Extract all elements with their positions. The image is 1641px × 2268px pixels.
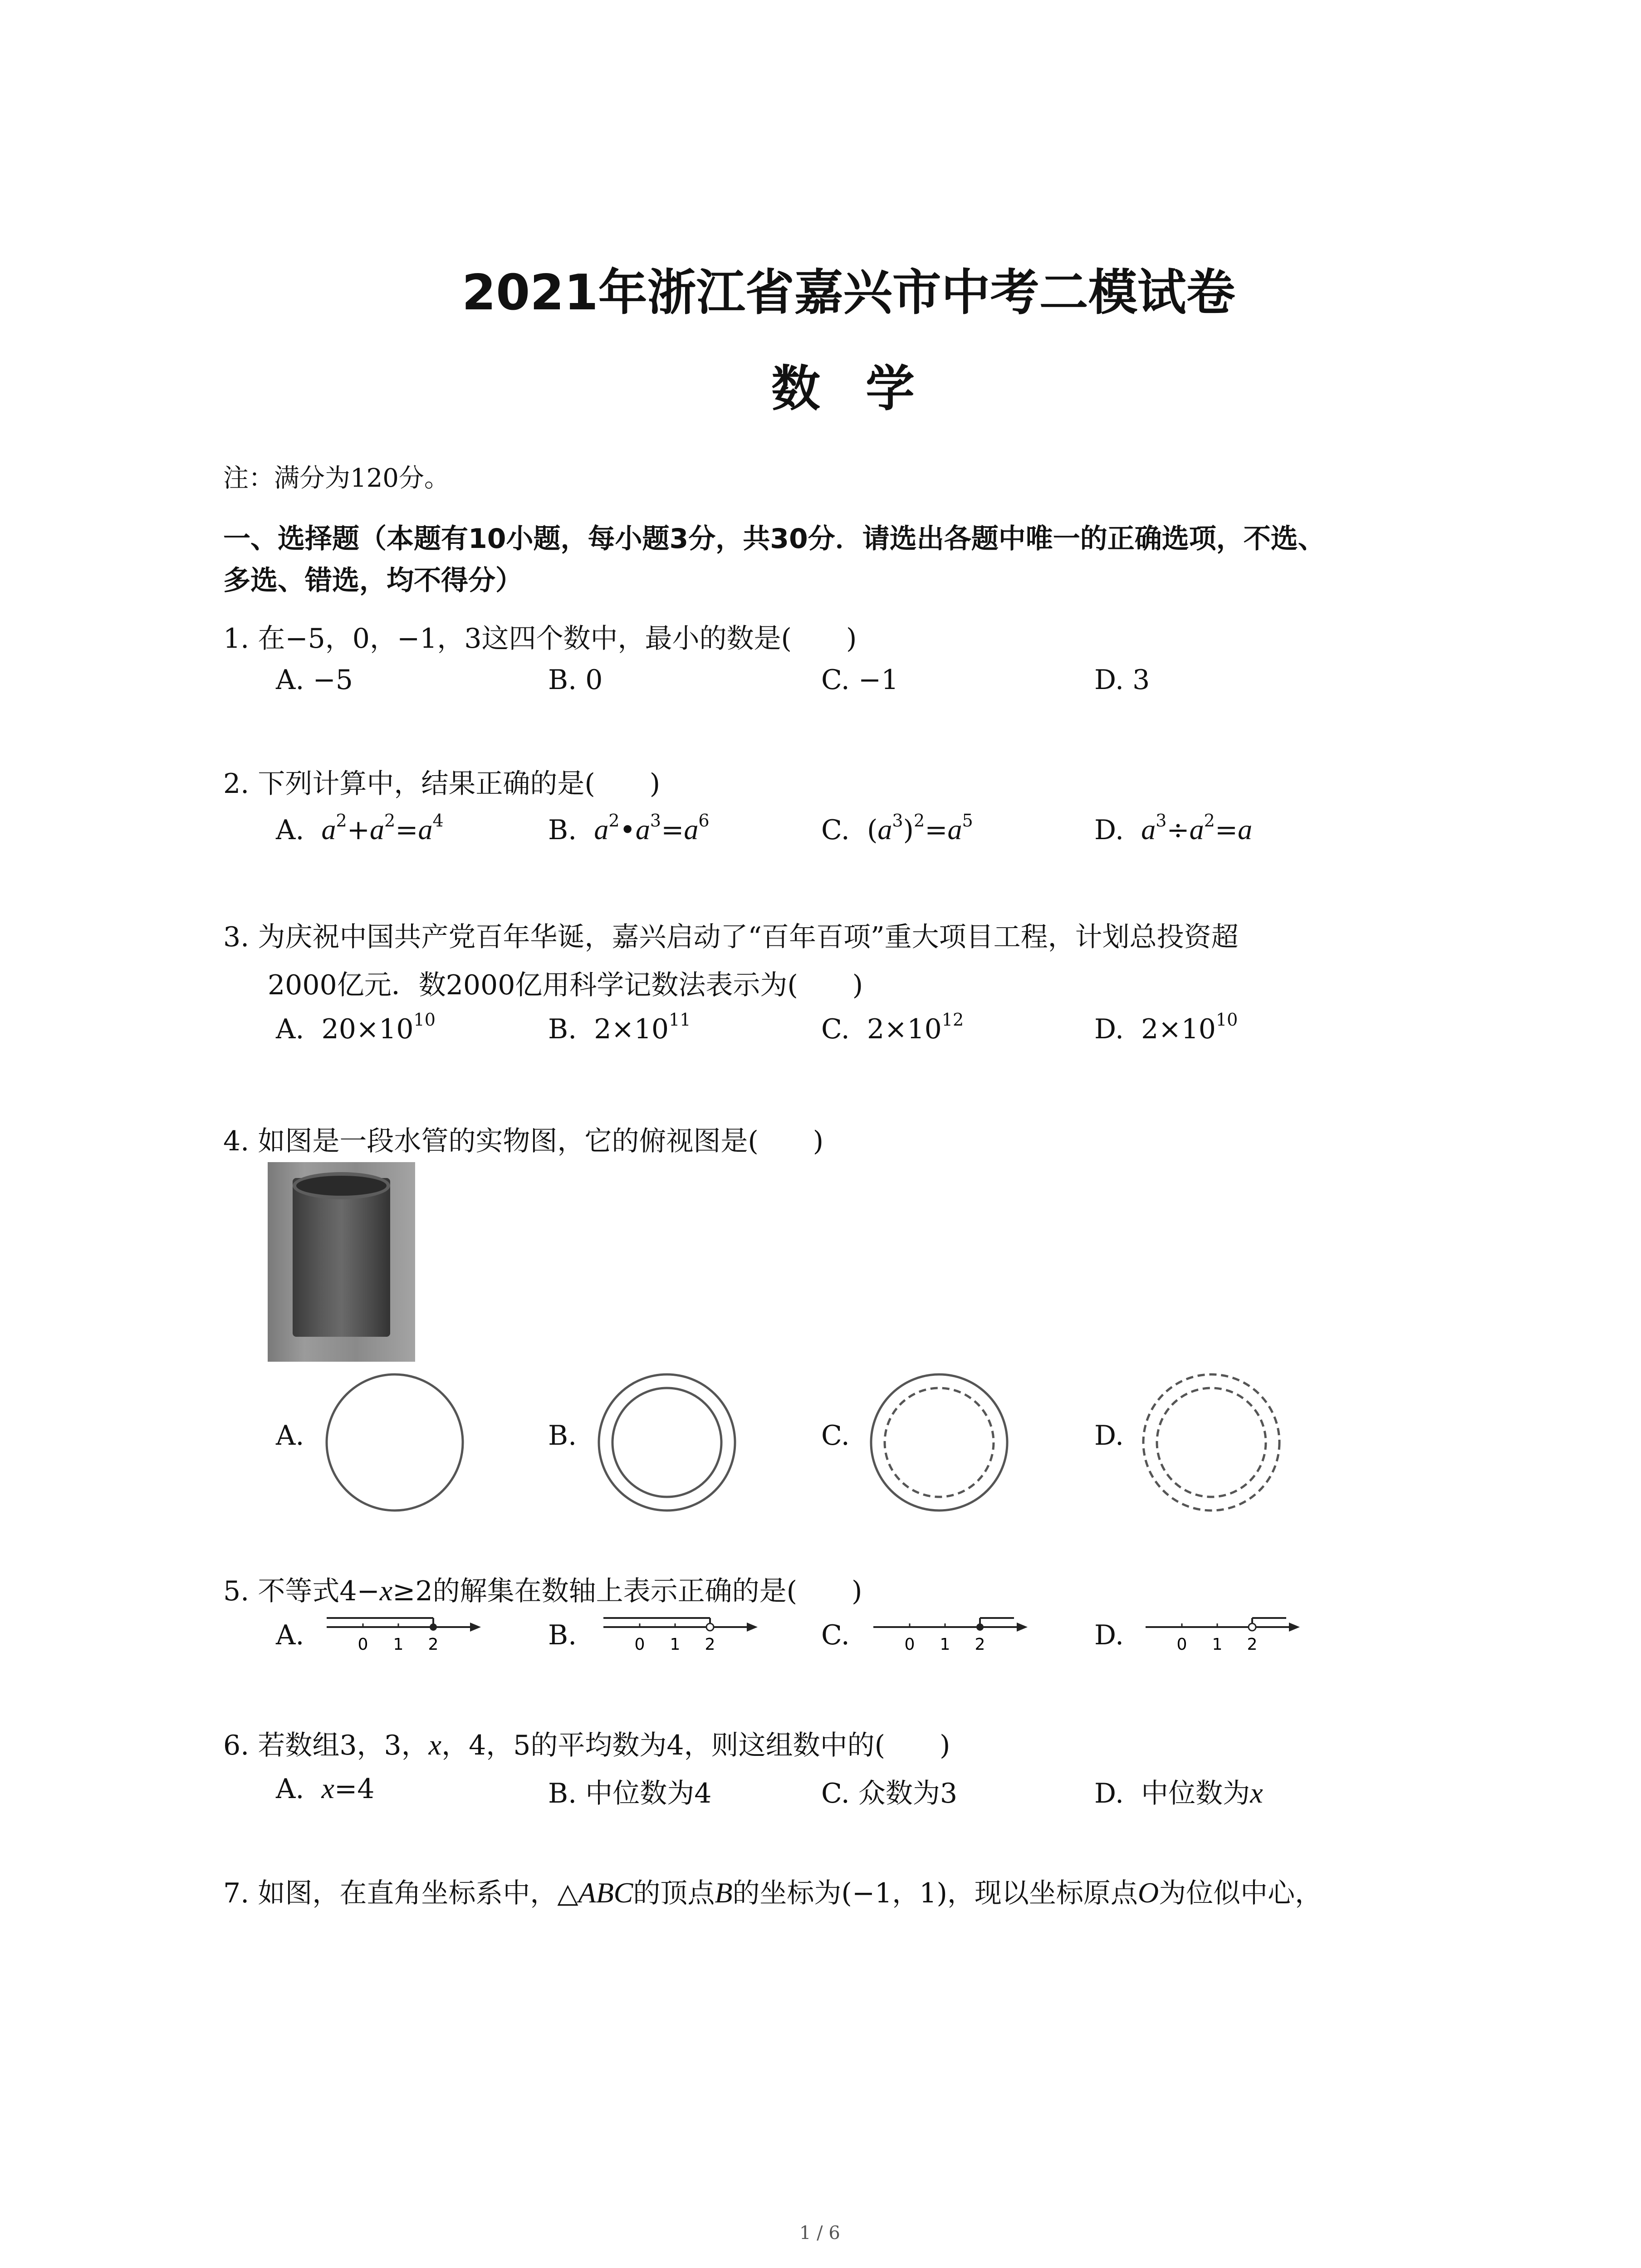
q5-option-c-label: C. <box>821 1619 850 1651</box>
subject-title: 数学 <box>771 361 960 417</box>
q5-option-a-number-line <box>318 1608 490 1658</box>
q4-option-a-label: A. <box>276 1420 304 1452</box>
q3-option-c: C. $2\times 10^{12}$ <box>821 1010 964 1045</box>
q3-option-a: A. $20\times 10^{10}$ <box>276 1010 436 1045</box>
tick-label: 0 <box>634 1635 645 1654</box>
tick-label: 1 <box>1212 1635 1223 1654</box>
tick-label: 1 <box>393 1635 404 1654</box>
score-note: 注：满分为120分。 <box>223 464 450 493</box>
q4-option-b-double-circle <box>594 1370 740 1515</box>
q4-option-a-single-circle <box>322 1370 467 1515</box>
q1-option-a: A. −5 <box>276 664 353 696</box>
q4-option-d-dashed-circles <box>1139 1370 1284 1515</box>
q4-option-b-label: B. <box>548 1420 577 1452</box>
section-heading-line1: 一、选择题（本题有10小题，每小题3分，共30分．请选出各题中唯一的正确选项，不选、 <box>223 523 1325 555</box>
question-4-stem: 4. 如图是一段水管的实物图，它的俯视图是( ) <box>223 1125 824 1157</box>
tick-label: 0 <box>358 1635 368 1654</box>
question-5-stem: 5. 不等式4−x≥2的解集在数轴上表示正确的是( ) <box>223 1574 862 1607</box>
exam-title: 2021年浙江省嘉兴市中考二模试卷 <box>462 264 1235 321</box>
q6-option-d: D. 中位数为x <box>1094 1777 1263 1809</box>
question-3-line2: 2000亿元．数2000亿用科学记数法表示为( ) <box>268 969 863 1001</box>
q4-option-d-label: D. <box>1094 1420 1124 1452</box>
tick-label: 0 <box>904 1635 915 1654</box>
q5-option-b-label: B. <box>548 1619 577 1651</box>
tick-label: 2 <box>705 1635 715 1654</box>
tick-label: 2 <box>975 1635 985 1654</box>
q5-option-a-label: A. <box>276 1619 304 1651</box>
q5-option-d-label: D. <box>1094 1619 1124 1651</box>
question-7-line1: 7. 如图，在直角坐标系中，△ABC的顶点B的坐标为(−1，1)，现以坐标原点O为位似中心， <box>223 1877 1323 1909</box>
q5-option-c-number-line <box>864 1608 1037 1658</box>
page-number: 1 / 6 <box>799 2223 840 2244</box>
q6-option-c: C. 众数为3 <box>821 1778 958 1809</box>
question-1-stem: 1. 在−5，0，−1，3这四个数中，最小的数是( ) <box>223 623 857 655</box>
q6-option-b: B. 中位数为4 <box>548 1778 712 1809</box>
q5-option-b-number-line <box>594 1608 767 1658</box>
q4-option-c-dashed-inner-circle <box>867 1370 1012 1515</box>
question-2-stem: 2. 下列计算中，结果正确的是( ) <box>223 768 661 800</box>
q3-option-b: B. $2\times 10^{11}$ <box>548 1010 691 1045</box>
q2-option-a: A. $a^2+a^2=a^4$ <box>276 811 444 846</box>
q3-option-d: D. $2\times 10^{10}$ <box>1094 1010 1238 1045</box>
tick-label: 1 <box>940 1635 950 1654</box>
question-3-line1: 3. 为庆祝中国共产党百年华诞，嘉兴启动了“百年百项”重大项目工程，计划总投资超 <box>223 921 1239 953</box>
q1-option-d: D. 3 <box>1094 664 1150 696</box>
q2-option-d: D. $a^3\div a^2=a$ <box>1094 811 1253 846</box>
tick-label: 1 <box>670 1635 681 1654</box>
tick-label: 0 <box>1176 1635 1187 1654</box>
tick-label: 2 <box>428 1635 439 1654</box>
q1-option-c: C. −1 <box>821 664 899 696</box>
q4-option-c-label: C. <box>821 1420 850 1452</box>
q5-option-d-number-line <box>1136 1608 1309 1658</box>
section-heading-line2: 多选、错选，均不得分） <box>223 565 523 596</box>
water-pipe-photo <box>268 1162 415 1362</box>
q2-option-b: B. $a^2•a^3=a^6$ <box>548 811 710 846</box>
q2-option-c: C. $(a^3)^2=a^5$ <box>821 811 973 846</box>
q6-option-a: A. x=4 <box>276 1772 375 1805</box>
question-6-stem: 6. 若数组3，3，x，4，5的平均数为4，则这组数中的( ) <box>223 1729 950 1761</box>
q1-option-b: B. 0 <box>548 664 603 696</box>
tick-label: 2 <box>1247 1635 1258 1654</box>
